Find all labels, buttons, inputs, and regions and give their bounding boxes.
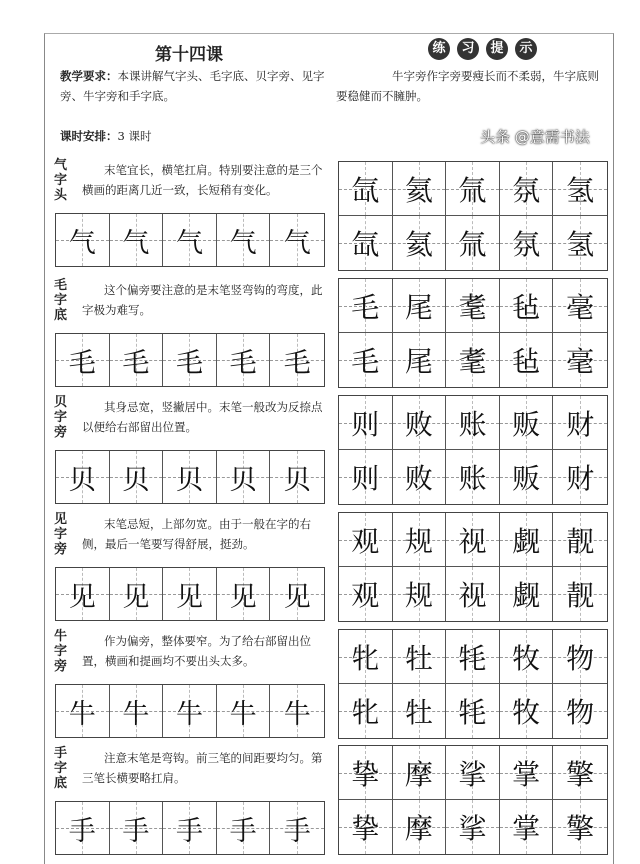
grid-cell xyxy=(270,214,324,266)
grid-cell xyxy=(446,800,500,854)
grid-cell xyxy=(163,214,217,266)
practice-character: 毛 xyxy=(122,347,150,379)
section-label: 牛字旁 xyxy=(54,629,68,674)
grid-cell xyxy=(163,451,217,503)
example-character: 牧 xyxy=(512,641,541,675)
grid-cell xyxy=(393,513,447,567)
grid-cell xyxy=(56,214,110,266)
grid-cell xyxy=(553,216,607,270)
practice-grid xyxy=(55,213,325,267)
grid-cell xyxy=(553,279,607,333)
grid-cell xyxy=(500,684,554,738)
grid-cell xyxy=(339,684,393,738)
grid-cell xyxy=(393,162,447,216)
section-description: 末笔宜长，横笔扛肩。特别要注意的是三个横画的距离几近一致，长短稍有变化。 xyxy=(82,163,323,197)
grid-cell xyxy=(393,746,447,800)
grid-cell xyxy=(446,216,500,270)
practice-character: 牛 xyxy=(283,698,311,730)
practice-character: 见 xyxy=(68,581,96,613)
example-character: 擎 xyxy=(566,812,595,845)
example-grid xyxy=(338,629,608,739)
example-character: 氛 xyxy=(512,228,541,261)
grid-cell xyxy=(110,451,164,503)
grid-cell xyxy=(500,279,554,333)
grid-cell xyxy=(500,333,554,387)
section-label: 毛字底 xyxy=(54,278,68,323)
section-label: 见字旁 xyxy=(54,512,68,557)
example-character: 挲 xyxy=(458,812,487,845)
example-character: 氢 xyxy=(566,173,595,207)
example-character: 视 xyxy=(458,579,487,612)
grid-cell xyxy=(270,334,324,386)
grid-cell xyxy=(217,802,271,854)
example-grid xyxy=(338,745,608,855)
grid-cell xyxy=(393,279,447,333)
practice-character: 贝 xyxy=(68,464,96,496)
example-character: 贩 xyxy=(512,407,541,441)
example-character: 挲 xyxy=(458,757,487,791)
example-character: 败 xyxy=(404,462,433,495)
example-character: 牦 xyxy=(458,641,487,675)
example-character: 物 xyxy=(566,641,595,675)
requirements-label: 教学要求： xyxy=(60,69,118,83)
grid-cell xyxy=(500,800,554,854)
grid-cell xyxy=(500,216,554,270)
example-character: 牧 xyxy=(512,696,541,729)
example-grid xyxy=(338,161,608,271)
grid-cell xyxy=(270,451,324,503)
example-character: 毫 xyxy=(566,345,595,378)
grid-cell xyxy=(553,684,607,738)
practice-character: 毛 xyxy=(229,347,257,379)
teaching-requirements xyxy=(60,66,330,106)
example-character: 靓 xyxy=(566,524,595,558)
grid-cell xyxy=(500,396,554,450)
practice-character: 毛 xyxy=(68,347,96,379)
grid-cell xyxy=(56,568,110,620)
practice-character: 手 xyxy=(122,815,150,847)
example-character: 视 xyxy=(458,524,487,558)
section-label: 手字底 xyxy=(54,746,68,791)
practice-grid xyxy=(55,333,325,387)
grid-cell xyxy=(553,396,607,450)
example-character: 觑 xyxy=(512,579,541,612)
grid-cell xyxy=(500,567,554,621)
example-character: 氚 xyxy=(458,228,487,261)
practice-tips-text: 牛字旁作字旁要瘦长而不柔弱，牛字底则要稳健而不臃肿。 xyxy=(336,69,599,103)
example-character: 氦 xyxy=(404,228,433,261)
practice-character: 牛 xyxy=(122,698,150,730)
grid-cell xyxy=(110,334,164,386)
grid-cell xyxy=(217,334,271,386)
grid-cell xyxy=(553,162,607,216)
example-character: 觑 xyxy=(512,524,541,558)
grid-cell xyxy=(110,802,164,854)
grid-cell xyxy=(339,567,393,621)
section-description: 注意末笔是弯钩。前三笔的间距要均匀。第三笔长横要略扛肩。 xyxy=(82,751,323,785)
section-description: 其身忌宽，竖撇居中。末笔一般改为反捺点以便给右部留出位置。 xyxy=(82,400,323,434)
grid-cell xyxy=(446,630,500,684)
example-character: 牡 xyxy=(404,641,433,675)
grid-cell xyxy=(393,396,447,450)
practice-grid xyxy=(55,684,325,738)
example-character: 观 xyxy=(351,579,380,612)
grid-cell xyxy=(339,216,393,270)
practice-character: 贝 xyxy=(229,464,257,496)
example-character: 牝 xyxy=(351,696,380,729)
example-character: 规 xyxy=(404,524,433,558)
example-character: 贩 xyxy=(512,462,541,495)
grid-cell xyxy=(393,450,447,504)
grid-cell xyxy=(446,162,500,216)
example-character: 账 xyxy=(458,407,487,441)
practice-character: 贝 xyxy=(283,464,311,496)
example-character: 氢 xyxy=(566,228,595,261)
hours-label: 课时安排： xyxy=(60,129,118,143)
grid-cell xyxy=(163,685,217,737)
example-character: 账 xyxy=(458,462,487,495)
example-character: 毛 xyxy=(351,345,380,378)
grid-cell xyxy=(446,333,500,387)
practice-grid xyxy=(55,450,325,504)
section-description: 作为偏旁，整体要窄。为了给右部留出位置，横画和提画均不要出头太多。 xyxy=(82,634,311,668)
practice-character: 手 xyxy=(175,815,203,847)
grid-cell xyxy=(110,685,164,737)
grid-cell xyxy=(393,630,447,684)
example-character: 毡 xyxy=(512,290,541,324)
grid-cell xyxy=(339,630,393,684)
grid-cell xyxy=(553,800,607,854)
example-character: 掌 xyxy=(512,757,541,791)
example-character: 牡 xyxy=(404,696,433,729)
grid-cell xyxy=(553,333,607,387)
practice-character: 牛 xyxy=(68,698,96,730)
grid-cell xyxy=(56,451,110,503)
section-label: 贝字旁 xyxy=(54,395,68,440)
example-character: 氚 xyxy=(458,173,487,207)
practice-character: 贝 xyxy=(122,464,150,496)
hours-text: 3 课时 xyxy=(117,129,152,143)
example-character: 摩 xyxy=(404,812,433,845)
grid-cell xyxy=(446,567,500,621)
practice-character: 见 xyxy=(122,581,150,613)
example-character: 尾 xyxy=(404,290,433,324)
grid-cell xyxy=(553,630,607,684)
practice-tips xyxy=(336,66,608,106)
example-character: 靓 xyxy=(566,579,595,612)
example-character: 毡 xyxy=(512,345,541,378)
practice-character: 见 xyxy=(283,581,311,613)
example-character: 毛 xyxy=(351,290,380,324)
grid-cell xyxy=(339,450,393,504)
grid-cell xyxy=(339,513,393,567)
example-character: 败 xyxy=(404,407,433,441)
section-description: 末笔忌短，上部勿宽。由于一般在字的右侧，最后一笔要写得舒展，挺劲。 xyxy=(82,517,311,551)
tips-heading-char: 习 xyxy=(457,38,479,60)
tips-heading-char: 示 xyxy=(515,38,537,60)
practice-character: 气 xyxy=(283,227,311,259)
example-character: 牝 xyxy=(351,641,380,675)
example-character: 摩 xyxy=(404,757,433,791)
grid-cell xyxy=(446,684,500,738)
practice-character: 牛 xyxy=(229,698,257,730)
grid-cell xyxy=(339,396,393,450)
grid-cell xyxy=(500,630,554,684)
example-character: 则 xyxy=(351,407,380,441)
grid-cell xyxy=(163,334,217,386)
practice-character: 毛 xyxy=(175,347,203,379)
practice-character: 手 xyxy=(229,815,257,847)
practice-character: 气 xyxy=(122,227,150,259)
example-character: 氙 xyxy=(351,228,380,261)
grid-cell xyxy=(446,746,500,800)
practice-character: 贝 xyxy=(175,464,203,496)
example-character: 耄 xyxy=(458,345,487,378)
practice-grid xyxy=(55,801,325,855)
grid-cell xyxy=(446,450,500,504)
grid-cell xyxy=(500,450,554,504)
example-grid xyxy=(338,395,608,505)
lesson-hours xyxy=(60,128,151,144)
practice-character: 气 xyxy=(229,227,257,259)
watermark: 头条 @意需书法 xyxy=(480,128,590,146)
grid-cell xyxy=(217,451,271,503)
grid-cell xyxy=(553,513,607,567)
grid-cell xyxy=(270,802,324,854)
tips-heading-char: 练 xyxy=(428,38,450,60)
example-character: 则 xyxy=(351,462,380,495)
grid-cell xyxy=(110,568,164,620)
example-grid xyxy=(338,512,608,622)
example-character: 规 xyxy=(404,579,433,612)
example-character: 氛 xyxy=(512,173,541,207)
practice-character: 气 xyxy=(175,227,203,259)
grid-cell xyxy=(553,567,607,621)
grid-cell xyxy=(500,513,554,567)
grid-cell xyxy=(339,800,393,854)
grid-cell xyxy=(217,685,271,737)
example-character: 挚 xyxy=(351,812,380,845)
practice-character: 手 xyxy=(68,815,96,847)
grid-cell xyxy=(56,802,110,854)
lesson-title: 第十四课 xyxy=(155,45,223,65)
example-character: 牦 xyxy=(458,696,487,729)
practice-character: 气 xyxy=(68,227,96,259)
grid-cell xyxy=(500,746,554,800)
practice-character: 见 xyxy=(175,581,203,613)
grid-cell xyxy=(217,214,271,266)
grid-cell xyxy=(339,162,393,216)
grid-cell xyxy=(500,162,554,216)
grid-cell xyxy=(393,216,447,270)
requirements-text: 本课讲解气字头、毛字底、贝字旁、见字旁、牛字旁和手字底。 xyxy=(60,69,325,103)
example-character: 挚 xyxy=(351,757,380,791)
grid-cell xyxy=(553,450,607,504)
grid-cell xyxy=(56,334,110,386)
grid-cell xyxy=(339,746,393,800)
grid-cell xyxy=(446,279,500,333)
tips-heading-char: 提 xyxy=(486,38,508,60)
grid-cell xyxy=(110,214,164,266)
practice-tips-heading xyxy=(428,38,537,60)
grid-cell xyxy=(163,802,217,854)
grid-cell xyxy=(393,567,447,621)
practice-character: 见 xyxy=(229,581,257,613)
grid-cell xyxy=(339,333,393,387)
example-character: 财 xyxy=(566,407,595,441)
example-character: 氦 xyxy=(404,173,433,207)
grid-cell xyxy=(339,279,393,333)
example-character: 毫 xyxy=(566,290,595,324)
example-character: 财 xyxy=(566,462,595,495)
section-label: 气字头 xyxy=(54,158,68,203)
grid-cell xyxy=(393,684,447,738)
grid-cell xyxy=(163,568,217,620)
grid-cell xyxy=(270,568,324,620)
example-character: 擎 xyxy=(566,757,595,791)
grid-cell xyxy=(446,396,500,450)
grid-cell xyxy=(56,685,110,737)
grid-cell xyxy=(217,568,271,620)
practice-character: 毛 xyxy=(283,347,311,379)
example-character: 尾 xyxy=(404,345,433,378)
example-character: 物 xyxy=(566,696,595,729)
practice-grid xyxy=(55,567,325,621)
example-character: 掌 xyxy=(512,812,541,845)
grid-cell xyxy=(553,746,607,800)
example-character: 观 xyxy=(351,524,380,558)
grid-cell xyxy=(270,685,324,737)
example-character: 耄 xyxy=(458,290,487,324)
grid-cell xyxy=(446,513,500,567)
example-grid xyxy=(338,278,608,388)
practice-character: 手 xyxy=(283,815,311,847)
section-description: 这个偏旁要注意的是末笔竖弯钩的弯度，此字极为难写。 xyxy=(82,283,323,317)
grid-cell xyxy=(393,800,447,854)
grid-cell xyxy=(393,333,447,387)
practice-character: 牛 xyxy=(175,698,203,730)
example-character: 氙 xyxy=(351,173,380,207)
